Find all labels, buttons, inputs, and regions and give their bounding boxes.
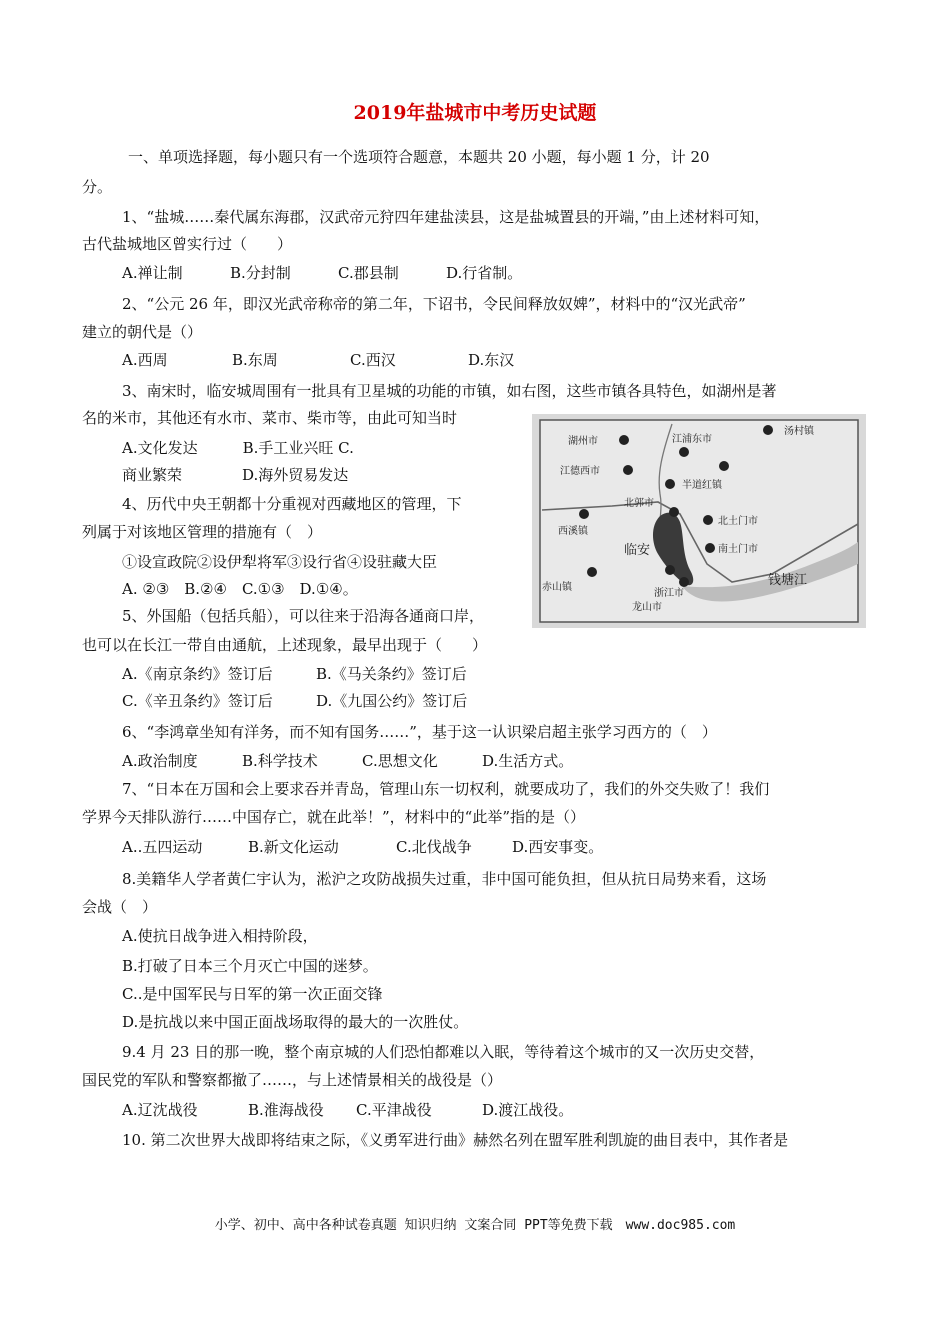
question-2-stem-cont: 建立的朝代是（） xyxy=(82,323,203,341)
option-a: A.辽沈战役 xyxy=(122,1101,198,1119)
map-dot xyxy=(763,425,773,435)
map-dot xyxy=(665,479,675,489)
question-8-option-a: A.使抗日战争进入相持阶段， xyxy=(122,927,318,945)
map-label: 汤村镇 xyxy=(784,426,814,437)
page-footer: 小学、初中、高中各种试卷真题 知识归纳 文案合同 PPT等免费下载 www.doc985.com xyxy=(214,1218,736,1233)
option-d: D.渡江战役。 xyxy=(482,1101,574,1119)
option-a: A.禅让制 xyxy=(122,264,183,282)
map-dot xyxy=(669,507,679,517)
map-dot xyxy=(587,567,597,577)
map-dot xyxy=(679,577,689,587)
question-4-items: ①设宣政院②设伊犁将军③设行省④设驻藏大臣 xyxy=(122,553,438,571)
question-9-stem-cont: 国民党的军队和警察都撤了……，与上述情景相关的战役是（） xyxy=(82,1071,503,1089)
question-5-options-row2 xyxy=(122,690,467,712)
question-1-stem: 1、“盐城……秦代属东海郡，汉武帝元狩四年建盐渎县，这是盐城置县的开端，”由上述材料可知， xyxy=(122,208,770,226)
question-4-stem: 4、历代中央王朝都十分重视对西藏地区的管理，下 xyxy=(122,495,462,513)
question-5-stem-cont: 也可以在长江一带自由通航，上述现象，最早出现于（ ） xyxy=(82,636,488,654)
question-9-options xyxy=(122,1099,573,1121)
section-instructions-cont: 分。 xyxy=(82,178,113,196)
map-label: 北土门市 xyxy=(718,516,758,527)
map-dot xyxy=(579,509,589,519)
option-a: A.政治制度 xyxy=(122,752,198,770)
question-4-options: A. ②③ B.②④ C.①③ D.①④。 xyxy=(122,580,358,598)
option-d: D.东汉 xyxy=(468,351,515,369)
option-d: D.《九国公约》签订后 xyxy=(316,692,468,710)
question-8-stem-cont: 会战（ ） xyxy=(82,898,158,916)
map-dot xyxy=(665,565,675,575)
option-d: D.西安事变。 xyxy=(512,838,604,856)
question-8-stem: 8.美籍华人学者黄仁宇认为，淞沪之攻防战损失过重，非中国可能负担，但从抗日局势来看，这场 xyxy=(122,870,767,888)
question-7-options xyxy=(122,836,603,858)
map-label: 江浦东市 xyxy=(672,434,712,445)
question-2-options xyxy=(122,349,514,371)
map-label: 临安 xyxy=(624,542,651,557)
question-3-options-row1: A.文化发达 B.手工业兴旺 C. xyxy=(122,439,354,457)
option-c: C.平津战役 xyxy=(356,1101,432,1119)
question-8-option-c: C..是中国军民与日军的第一次正面交锋 xyxy=(122,985,383,1003)
question-3-stem: 3、南宋时，临安城周围有一批具有卫星城的功能的市镇，如右图，这些市镇各具特色，如湖州是著 xyxy=(122,382,777,400)
option-d: D.生活方式。 xyxy=(482,752,574,770)
map-label: 江德西市 xyxy=(560,466,600,477)
map-dot xyxy=(705,543,715,553)
map-dot xyxy=(703,515,713,525)
option-b: B.分封制 xyxy=(230,264,291,282)
question-6-options xyxy=(122,750,573,772)
map-label: 西溪镇 xyxy=(558,526,588,537)
question-8-option-d: D.是抗战以来中国正面战场取得的最大的一次胜仗。 xyxy=(122,1013,469,1031)
question-5-stem: 5、外国船（包括兵船），可以往来于沿海各通商口岸， xyxy=(122,607,485,625)
option-d: D.行省制。 xyxy=(446,264,523,282)
option-b: B.新文化运动 xyxy=(248,838,339,856)
map-label: 湖州市 xyxy=(568,436,598,447)
map-label: 北郭市 xyxy=(624,498,654,509)
question-6-stem: 6、“李鸿章坐知有洋务，而不知有国务……”，基于这一认识梁启超主张学习西方的（ ） xyxy=(122,723,717,741)
map-label: 龙山市 xyxy=(632,602,662,613)
option-b: B.科学技术 xyxy=(242,752,318,770)
option-a: A.《南京条约》签订后 xyxy=(122,665,273,683)
question-8-option-b: B.打破了日本三个月灭亡中国的迷梦。 xyxy=(122,957,378,975)
question-5-options-row1 xyxy=(122,663,467,685)
question-7-stem: 7、“日本在万国和会上要求吞并青岛，管理山东一切权利，就要成功了，我们的外交失败了！我们 xyxy=(122,780,770,798)
question-10-stem: 10. 第二次世界大战即将结束之际，《义勇军进行曲》赫然名列在盟军胜利凯旋的曲目表中，其作者是 xyxy=(122,1131,789,1149)
question-2-stem: 2、“公元 26 年，即汉光武帝称帝的第二年，下诏书，令民间释放奴婢”，材料中的“汉光武帝” xyxy=(122,295,746,313)
question-1-stem-cont: 古代盐城地区曾实行过（ ） xyxy=(82,235,293,253)
map-dot xyxy=(619,435,629,445)
question-7-stem-cont: 学界今天排队游行……中国存亡，就在此举！”，材料中的“此举”指的是（） xyxy=(82,808,586,826)
map-dot xyxy=(623,465,633,475)
option-a: A.西周 xyxy=(122,351,168,369)
map-label: 半道红镇 xyxy=(682,480,722,491)
question-1-options xyxy=(122,262,522,284)
option-b: B.《马关条约》签订后 xyxy=(316,665,467,683)
option-c: C.《辛丑条约》签订后 xyxy=(122,692,273,710)
map-label: 浙江市 xyxy=(654,588,684,599)
map-label: 钱塘江 xyxy=(768,572,808,587)
map-label: 赤山镇 xyxy=(542,582,572,593)
map-dot xyxy=(679,447,689,457)
section-instructions: 一、单项选择题，每小题只有一个选项符合题意，本题共 20 小题，每小题 1 分，计 20 xyxy=(128,148,710,166)
question-3-options-row2: 商业繁荣 D.海外贸易发达 xyxy=(122,466,349,484)
lin-an-map-figure xyxy=(532,414,866,628)
option-c: C.北伐战争 xyxy=(396,838,472,856)
option-b: B.东周 xyxy=(232,351,278,369)
question-4-stem-cont: 列属于对该地区管理的措施有（ ） xyxy=(82,523,323,541)
option-b: B.淮海战役 xyxy=(248,1101,324,1119)
option-c: C.西汉 xyxy=(350,351,396,369)
page-title: 2019年盐城市中考历史试题 xyxy=(353,102,597,124)
option-c: C.思想文化 xyxy=(362,752,438,770)
map-label: 南土门市 xyxy=(718,544,758,555)
option-a: A..五四运动 xyxy=(122,838,203,856)
map-dot xyxy=(719,461,729,471)
question-3-stem-cont: 名的米市，其他还有水市、菜市、柴市等，由此可知当时 xyxy=(82,409,458,427)
option-c: C.郡县制 xyxy=(338,264,399,282)
question-9-stem: 9.4 月 23 日的那一晚，整个南京城的人们恐怕都难以入眠，等待着这个城市的又一次历史交替， xyxy=(122,1043,765,1061)
